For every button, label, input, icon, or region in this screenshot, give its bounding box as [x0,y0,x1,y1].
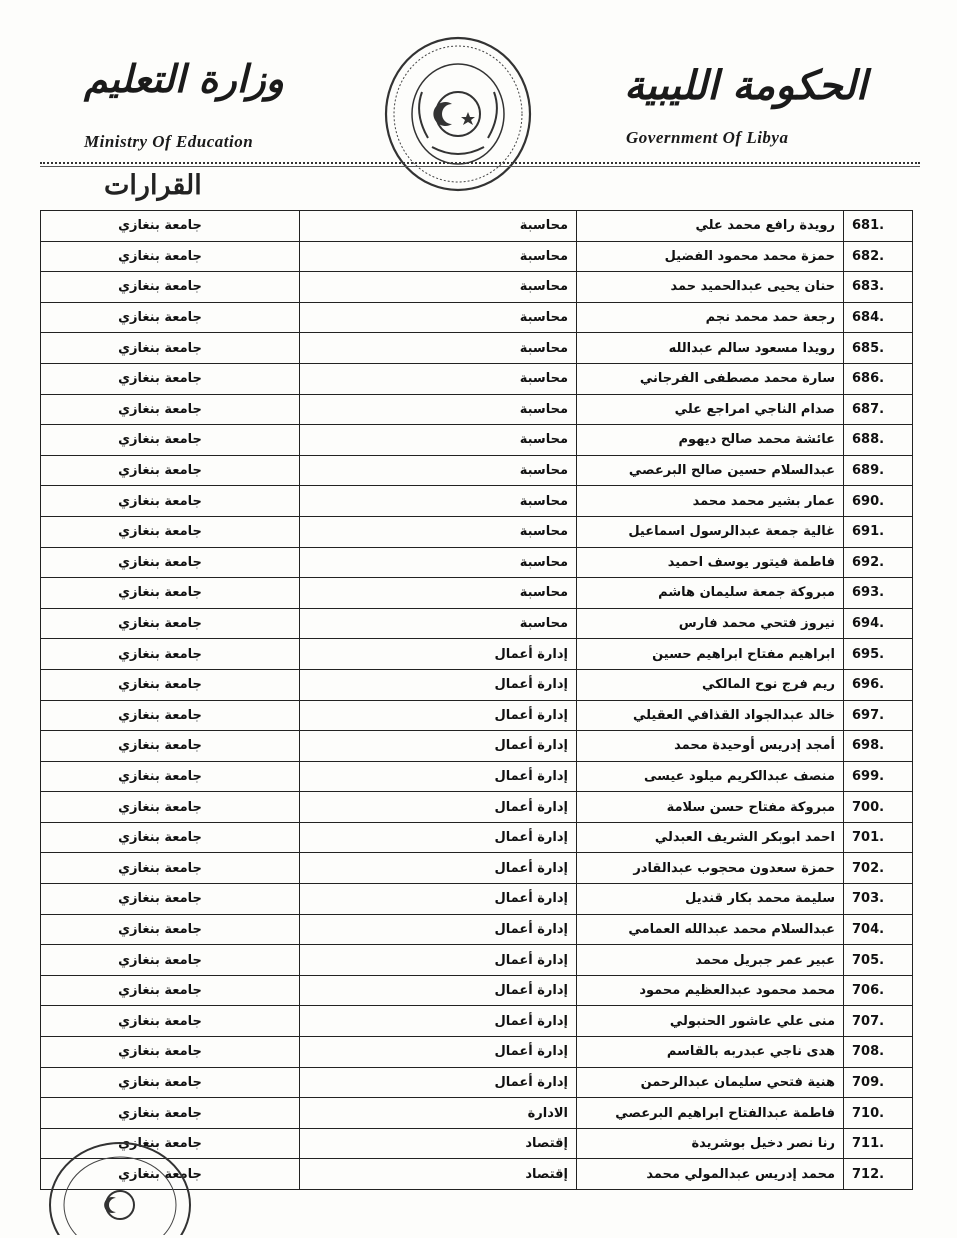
table-row [41,822,913,853]
university: جامعة بنغازي [41,486,300,517]
table-row [41,700,913,731]
university: جامعة بنغازي [41,1037,300,1068]
student-name: عبير عمر جبريل محمد [577,945,844,976]
table-row [41,363,913,394]
ministry-title-arabic: وزارة التعليم [84,56,285,101]
row-number: 707. [844,1006,913,1037]
department: إدارة أعمال [300,884,577,915]
university: جامعة بنغازي [41,761,300,792]
department: محاسبة [300,425,577,456]
student-name: نيروز فتحي محمد فارس [577,608,844,639]
row-number: 708. [844,1037,913,1068]
university: جامعة بنغازي [41,700,300,731]
row-number: 710. [844,1098,913,1129]
table-row [41,211,913,242]
row-number: 687. [844,394,913,425]
table-row [41,486,913,517]
student-name: رنا نصر دخيل بوشريدة [577,1128,844,1159]
department: إدارة أعمال [300,1037,577,1068]
header-divider-line [40,166,920,167]
department: إدارة أعمال [300,669,577,700]
department: محاسبة [300,272,577,303]
student-name: حمزة سعدون محجوب عبدالقادر [577,853,844,884]
student-name: هنية فتحي سليمان عبدالرحمن [577,1067,844,1098]
row-number: 693. [844,578,913,609]
row-number: 691. [844,516,913,547]
department: محاسبة [300,363,577,394]
table-row [41,945,913,976]
government-title-english: Government Of Libya [626,128,789,147]
row-number: 684. [844,302,913,333]
row-number: 700. [844,792,913,823]
table-row [41,1098,913,1129]
student-name: احمد ابوبكر الشريف العبدلي [577,822,844,853]
university: جامعة بنغازي [41,241,300,272]
row-number: 698. [844,731,913,762]
student-name: عبدالسلام محمد عبدالله العمامي [577,914,844,945]
university: جامعة بنغازي [41,853,300,884]
section-title: القرارات [104,170,202,201]
university: جامعة بنغازي [41,914,300,945]
university: جامعة بنغازي [41,884,300,915]
department: محاسبة [300,302,577,333]
university: جامعة بنغازي [41,333,300,364]
row-number: 702. [844,853,913,884]
university: جامعة بنغازي [41,1098,300,1129]
graduates-table [40,210,913,1190]
table-row [41,425,913,456]
table-row [41,547,913,578]
department: إدارة أعمال [300,700,577,731]
table-row [41,884,913,915]
row-number: 690. [844,486,913,517]
student-name: سليمة محمد بكار قنديل [577,884,844,915]
table-row [41,1067,913,1098]
university: جامعة بنغازي [41,1128,300,1159]
university: جامعة بنغازي [41,975,300,1006]
student-name: مبروكة مفتاح حسن سلامة [577,792,844,823]
student-name: مبروكة جمعة سليمان هاشم [577,578,844,609]
table-row [41,761,913,792]
department: إدارة أعمال [300,792,577,823]
department: محاسبة [300,486,577,517]
row-number: 692. [844,547,913,578]
table-row [41,853,913,884]
row-number: 695. [844,639,913,670]
department: إدارة أعمال [300,1006,577,1037]
table-row [41,639,913,670]
table-row [41,669,913,700]
department: محاسبة [300,241,577,272]
row-number: 696. [844,669,913,700]
row-number: 682. [844,241,913,272]
table-row [41,731,913,762]
student-name: هدى ناجي عبدربه بالقاسم [577,1037,844,1068]
row-number: 711. [844,1128,913,1159]
row-number: 699. [844,761,913,792]
university: جامعة بنغازي [41,945,300,976]
student-name: رويدا مسعود سالم عبدالله [577,333,844,364]
university: جامعة بنغازي [41,394,300,425]
student-name: حنان يحيى عبدالحميد حمد [577,272,844,303]
row-number: 704. [844,914,913,945]
row-number: 685. [844,333,913,364]
table-row [41,302,913,333]
row-number: 697. [844,700,913,731]
university: جامعة بنغازي [41,455,300,486]
department: إدارة أعمال [300,639,577,670]
university: جامعة بنغازي [41,608,300,639]
department: الادارة [300,1098,577,1129]
department: محاسبة [300,547,577,578]
seal-emblem [382,32,534,192]
department: إدارة أعمال [300,945,577,976]
university: جامعة بنغازي [41,1067,300,1098]
department: إدارة أعمال [300,822,577,853]
student-name: خالد عبدالجواد القذافي العقيلي [577,700,844,731]
university: جامعة بنغازي [41,578,300,609]
table-row [41,1006,913,1037]
university: جامعة بنغازي [41,547,300,578]
department: إقتصاد [300,1159,577,1190]
student-name: غالية جمعة عبدالرسول اسماعيل [577,516,844,547]
student-name: منى علي عاشور الحنبولي [577,1006,844,1037]
department: محاسبة [300,211,577,242]
government-title-arabic: الحكومة الليبية [624,62,867,109]
university: جامعة بنغازي [41,302,300,333]
department: إدارة أعمال [300,731,577,762]
university: جامعة بنغازي [41,272,300,303]
university: جامعة بنغازي [41,425,300,456]
student-name: سارة محمد مصطفى الفرجاني [577,363,844,394]
university: جامعة بنغازي [41,516,300,547]
student-name: فاطمة فيتور يوسف احميد [577,547,844,578]
student-name: محمد إدريس عبدالمولي محمد [577,1159,844,1190]
row-number: 705. [844,945,913,976]
row-number: 686. [844,363,913,394]
row-number: 688. [844,425,913,456]
university: جامعة بنغازي [41,1006,300,1037]
row-number: 709. [844,1067,913,1098]
department: محاسبة [300,578,577,609]
student-name: فاطمة عبدالفتاح ابراهيم البرعصي [577,1098,844,1129]
row-number: 689. [844,455,913,486]
row-number: 701. [844,822,913,853]
table-row [41,394,913,425]
student-name: حمزة محمد محمود الفضيل [577,241,844,272]
row-number: 712. [844,1159,913,1190]
department: محاسبة [300,455,577,486]
row-number: 703. [844,884,913,915]
ministry-stamp [40,1125,200,1235]
letterhead [0,0,957,210]
department: إدارة أعمال [300,1067,577,1098]
department: محاسبة [300,333,577,364]
table-row [41,578,913,609]
student-name: عبدالسلام حسين صالح البرعصي [577,455,844,486]
department: إدارة أعمال [300,761,577,792]
university: جامعة بنغازي [41,822,300,853]
department: محاسبة [300,516,577,547]
table-row [41,1037,913,1068]
student-name: ابراهيم مفتاح ابراهيم حسين [577,639,844,670]
student-name: محمد محمود عبدالعظيم محمود [577,975,844,1006]
table-row [41,792,913,823]
student-name: أمجد إدريس أوحيدة محمد [577,731,844,762]
row-number: 681. [844,211,913,242]
department: إدارة أعمال [300,853,577,884]
department: إدارة أعمال [300,914,577,945]
row-number: 694. [844,608,913,639]
student-name: منصف عبدالكريم ميلود عيسى [577,761,844,792]
department: إدارة أعمال [300,975,577,1006]
student-name: صدام الناجي امراجع علي [577,394,844,425]
row-number: 683. [844,272,913,303]
university: جامعة بنغازي [41,639,300,670]
table-row [41,914,913,945]
student-name: عائشة محمد صالح ديهوم [577,425,844,456]
table-row [41,272,913,303]
university: جامعة بنغازي [41,731,300,762]
table-row [41,608,913,639]
student-name: عمار بشير محمد محمد [577,486,844,517]
student-name: ريم فرج نوح المالكي [577,669,844,700]
student-name: رويدة رافع محمد علي [577,211,844,242]
department: إقتصاد [300,1128,577,1159]
student-name: رجعة حمد محمد نجم [577,302,844,333]
ministry-title-english: Ministry Of Education [84,132,254,151]
table-body [41,211,913,1190]
table-row [41,241,913,272]
table-row [41,975,913,1006]
table-row [41,516,913,547]
university: جامعة بنغازي [41,363,300,394]
department: محاسبة [300,394,577,425]
university: جامعة بنغازي [41,792,300,823]
department: محاسبة [300,608,577,639]
table-row [41,455,913,486]
header-divider [40,162,920,164]
table-row [41,333,913,364]
row-number: 706. [844,975,913,1006]
university: جامعة بنغازي [41,211,300,242]
university: جامعة بنغازي [41,669,300,700]
university: جامعة بنغازي [41,1159,300,1190]
